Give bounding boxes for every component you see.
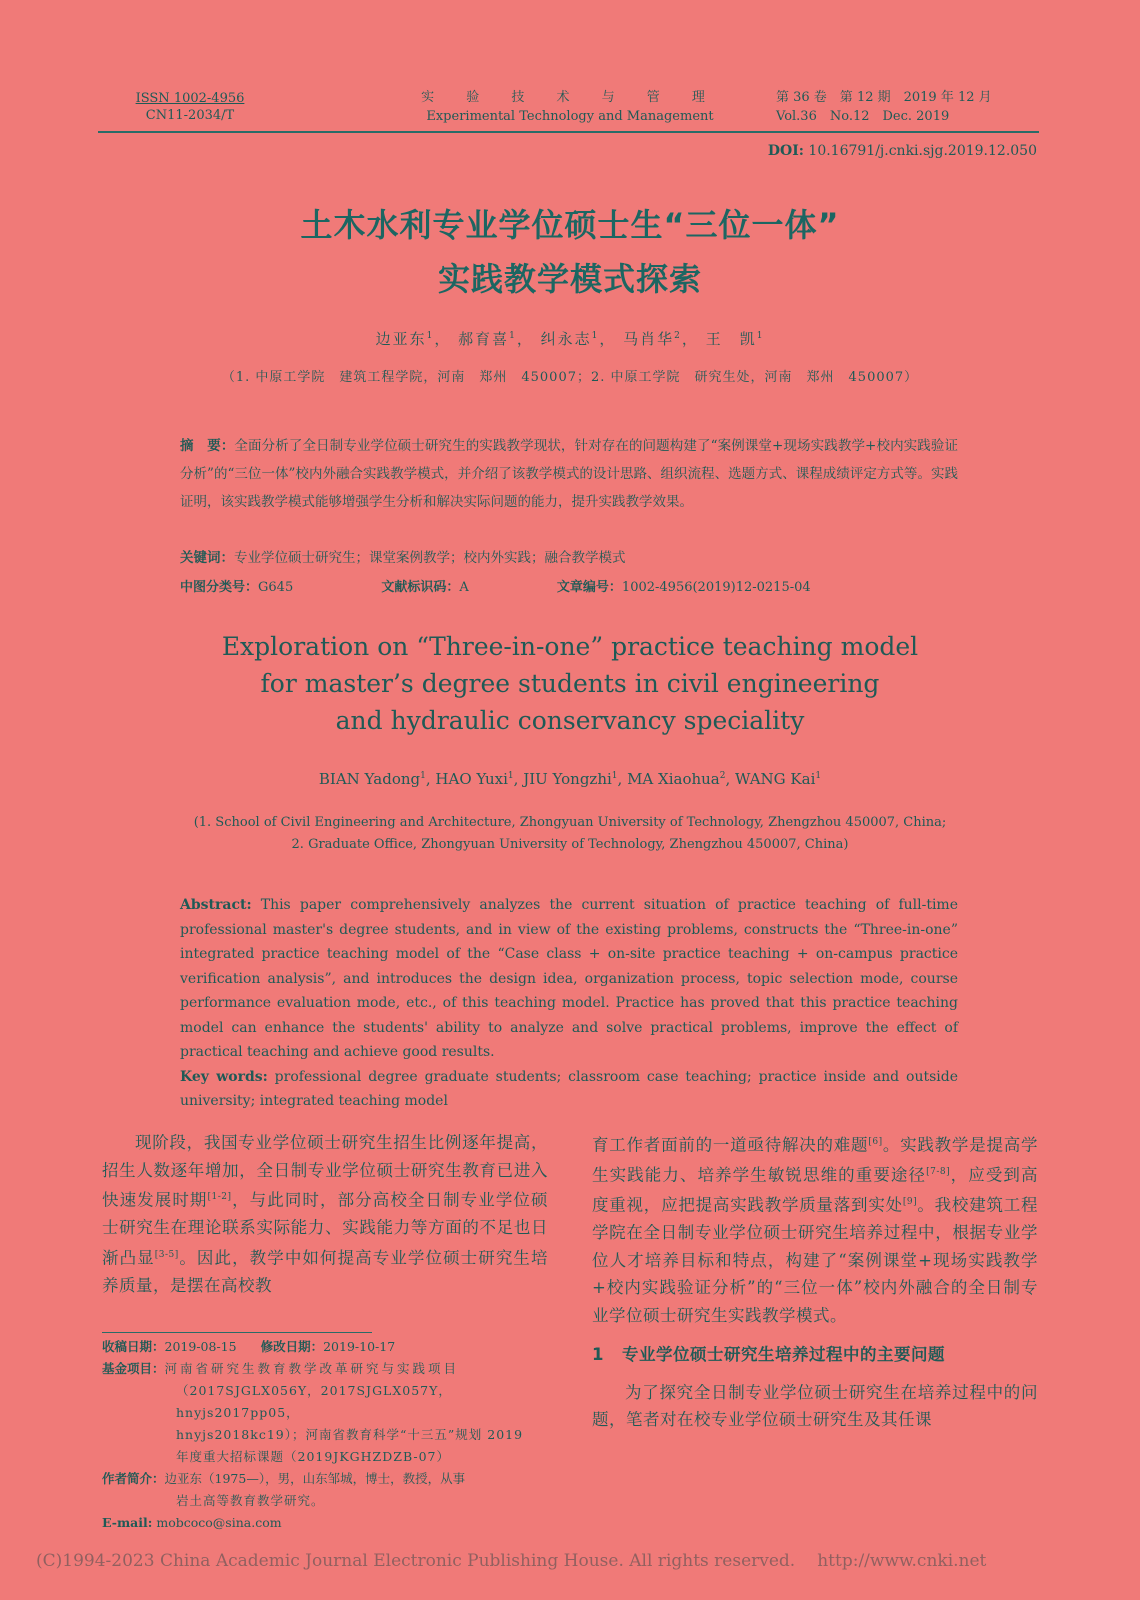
classification-cn xyxy=(180,576,958,595)
copyright-text: (C)1994-2023 China Academic Journal Electronic Publishing House. All rights reserved. xyxy=(36,1551,796,1571)
author-en: BIAN Yadong$^1$ xyxy=(318,770,426,788)
fund-row-2: （2017SJGLX056Y，2017SJGLX057Y，hnyjs2017pp05， xyxy=(176,1383,452,1420)
dates-row: 收稿日期：2019-08-15 修改日期：2019-10-17 xyxy=(102,1339,396,1354)
keywords-cn-label: 关键词： xyxy=(180,550,234,566)
abstract-en-text: This paper comprehensively analyzes the current situation of practice teaching of full-time professional master's degree students, and in view of the existing problems, constructs the “Three-in-one” integrated practice teaching model of the “Case class + on-site practice teaching + on-campus practice verification analysis”, and introduces the design idea, organization process, topic selection mode, course performance evaluation mode, etc., of this teaching model. Practice has proved that this practice teaching model can enhance the students' ability to analyze and solve practical problems, improve the effect of practical teaching and achieve good results. xyxy=(180,897,958,1060)
abstract-en xyxy=(180,893,958,1114)
author-en: HAO Yuxi$^1$ xyxy=(435,770,514,788)
footnotes xyxy=(102,1336,548,1534)
copyright-footer xyxy=(36,1551,1136,1571)
abstract-en-label: Abstract: xyxy=(180,897,252,913)
issn: ISSN 1002-4956 xyxy=(135,91,245,106)
email-address[interactable]: mobcoco@sina.com xyxy=(156,1515,282,1530)
citation[interactable]: [1-2] xyxy=(207,1192,232,1202)
doi-value[interactable]: 10.16791/j.cnki.sjg.2019.12.050 xyxy=(808,143,1037,159)
citation[interactable]: [3-5] xyxy=(154,1249,179,1260)
title-cn-line2: 实践教学模式探索 xyxy=(437,260,702,298)
doi-label: DOI: xyxy=(767,143,804,159)
keywords-cn-text: 专业学位硕士研究生；课堂案例教学；校内外实践；融合教学模式 xyxy=(234,550,626,566)
issue-en: Vol.36 No.12 Dec. 2019 xyxy=(776,109,950,124)
journal-name xyxy=(400,88,740,126)
author-cn: 边亚东$^1$ xyxy=(375,330,435,348)
author-cn: 王 凯$^1$ xyxy=(705,330,765,348)
abstract-cn xyxy=(180,432,958,516)
journal-codes xyxy=(120,90,260,124)
author-bio-row: 作者简介：边亚东（1975—），男，山东邹城，博士，教授，从事 xyxy=(102,1471,466,1486)
citation[interactable]: [7-8] xyxy=(926,1167,951,1177)
author-en: JIU Yongzhi$^1$ xyxy=(523,770,618,788)
authors-en: BIAN Yadong$^1$, HAO Yuxi$^1$, JIU Yongzhi$^1$, MA Xiaohua$^2$, WANG Kai$^1$ xyxy=(318,770,822,788)
author-cn: 纠永志$^1$ xyxy=(540,330,600,348)
issue-info xyxy=(776,88,1016,126)
abstract-cn-label: 摘 要： xyxy=(180,438,235,454)
abstract-cn-text: 全面分析了全日制专业学位硕士研究生的实践教学现状，针对存在的问题构建了“案例课堂+现场实践教学+校内实践验证分析”的“三位一体”校内外融合实践教学模式，并介绍了该教学模式的设计思路、组织流程、选题方式、课程成绩评定方式等。实践证明，该实践教学模式能够增强学生分析和解决实际问题的能力，提升实践教学效果。 xyxy=(180,438,958,510)
document-code: 文献标识码：A xyxy=(381,580,469,595)
fund-row-3: hnyjs2018kc19）；河南省教育科学“十三五”规划 2019 xyxy=(176,1427,524,1442)
citation[interactable]: [9] xyxy=(902,1197,918,1207)
email-row[interactable]: E-mail: mobcoco@sina.com xyxy=(102,1515,282,1530)
fund-row-4: 年度重大招标课题（2019JKGHZDZB-07） xyxy=(176,1449,450,1464)
footnote-rule xyxy=(102,1332,372,1333)
section-heading: 1 专业学位硕士研究生培养过程中的主要问题 xyxy=(592,1345,945,1364)
cnki-url[interactable]: http://www.cnki.net xyxy=(817,1551,987,1571)
intro-paragraph: 现阶段，我国专业学位硕士研究生招生比例逐年提高，招生人数逐年增加，全日制专业学位硕士研究生教育已进入快速发展时期[1-2]，与此同时，部分高校全日制专业学位硕士研究生在理论联系实际能力、实践能力等方面的不足也日渐凸显[3-5]。因此，教学中如何提高专业学位硕士研究生培养质量，是摆在高校教 xyxy=(102,1133,549,1295)
author-cn: 郝育喜$^1$ xyxy=(458,330,517,348)
affiliation-en-line2: 2. Graduate Office, Zhongyuan University of Technology, Zhengzhou 450007, China) xyxy=(291,837,849,852)
author-en: MA Xiaohua$^2$ xyxy=(627,770,726,788)
title-cn xyxy=(130,198,1010,306)
body-column-left xyxy=(102,1129,548,1299)
affiliation-cn: （1. 中原工学院 建筑工程学院，河南 郑州 450007；2. 中原工学院 研究生处，河南 郑州 450007） xyxy=(221,370,919,385)
journal-name-cn: 实 验 技 术 与 管 理 xyxy=(421,90,719,105)
intro-paragraph-cont: 育工作者面前的一道亟待解决的难题[6]。实践教学是提高学生实践能力、培养学生敏锐思维的重要途径[7-8]，应受到高度重视，应把提高实践教学质量落到实处[9]。我校建筑工程学院在全日制专业学位硕士研究生培养过程中，根据专业学位人才培养目标和特点，构建了“案例课堂+现场实践教学+校内实践验证分析”的“三位一体”校内外融合的全日制专业学位硕士研究生实践教学模式。 xyxy=(592,1135,1039,1325)
doi[interactable] xyxy=(768,143,1037,159)
journal-name-en: Experimental Technology and Management xyxy=(426,109,714,124)
keywords-en-label: Key words: xyxy=(180,1068,268,1085)
author-bio-row-2: 岩土高等教育教学研究。 xyxy=(176,1493,325,1508)
affiliation-en xyxy=(130,812,1010,856)
title-en xyxy=(130,628,1010,739)
keywords-en-text: professional degree graduate students; classroom case teaching; practice inside and outside university; integrated teaching model xyxy=(180,1068,958,1109)
cn-code: CN11-2034/T xyxy=(145,108,235,123)
title-en-line2: for master’s degree students in civil engineering xyxy=(260,669,880,698)
authors-cn: 边亚东$^1$， 郝育喜$^1$， 纠永志$^1$， 马肖华$^2$， 王 凯$^1$ xyxy=(375,330,765,348)
article-number: 文章编号：1002-4956(2019)12-0215-04 xyxy=(556,580,811,595)
clc-number: 中图分类号：G645 xyxy=(180,580,294,595)
fund-row: 基金项目：河南省研究生教育教学改革研究与实践项目 xyxy=(102,1361,460,1376)
title-en-line1: Exploration on “Three-in-one” practice teaching model xyxy=(221,632,919,661)
author-cn: 马肖华$^2$ xyxy=(623,330,682,348)
keywords-cn xyxy=(180,546,958,566)
author-en: WANG Kai$^1$ xyxy=(735,770,822,788)
title-cn-line1: 土木水利专业学位硕士生“三位一体” xyxy=(300,206,840,244)
issue-cn: 第 36 卷 第 12 期 2019 年 12 月 xyxy=(776,90,992,105)
keywords-en xyxy=(180,1065,958,1114)
section-paragraph: 为了探究全日制专业学位硕士研究生在培养过程中的问题，笔者对在校专业学位硕士研究生及其任课 xyxy=(592,1382,1038,1429)
abstract-en-body xyxy=(180,893,958,1065)
header-rule xyxy=(98,131,1039,133)
body-column-right xyxy=(592,1129,1038,1434)
title-en-line3: and hydraulic conservancy speciality xyxy=(335,706,805,735)
citation[interactable]: [6] xyxy=(868,1137,883,1147)
affiliation-en-line1: (1. School of Civil Engineering and Architecture, Zhongyuan University of Technology, Zhengzhou 450007, China; xyxy=(193,815,947,830)
